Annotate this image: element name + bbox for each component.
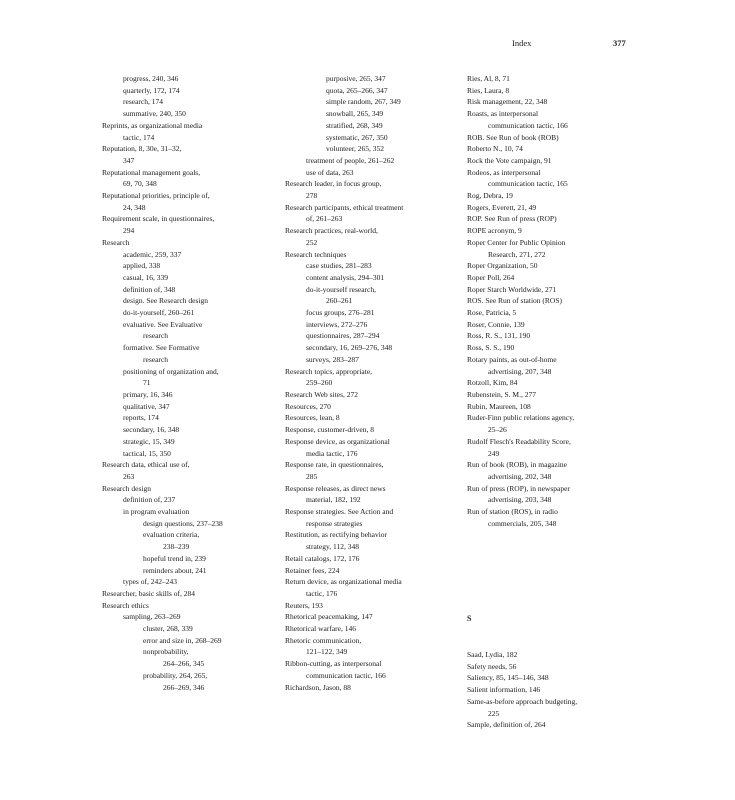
index-subentry: snowball, 265, 349	[326, 109, 384, 119]
index-subentry: advertising, 207, 348	[488, 366, 552, 376]
index-subentry: strategy, 112, 348	[306, 542, 359, 552]
index-subentry: 238–239	[163, 542, 190, 552]
index-entry: Same-as-before approach budgeting,	[467, 696, 578, 706]
index-subentry: applied, 338	[123, 261, 161, 271]
index-entry: Resources, 270	[285, 401, 331, 411]
index-subentry: 24, 348	[123, 202, 146, 212]
index-entry: Reputational management goals,	[102, 167, 201, 177]
index-entry: Reuters, 193	[285, 600, 323, 610]
index-subentry: simple random, 267, 349	[326, 97, 401, 107]
index-entry: Rudolf Flesch's Readability Score,	[467, 436, 571, 446]
index-subentry: material, 182, 192	[306, 495, 361, 505]
index-entry: Roberto N., 10, 74	[467, 144, 523, 154]
index-entry: Research participants, ethical treatment	[285, 202, 404, 212]
running-header	[0, 36, 735, 50]
index-entry: Run of book (ROB), in magazine	[467, 460, 567, 470]
index-entry: Run of station (ROS), in radio	[467, 507, 558, 517]
index-subentry: commercials, 205, 348	[488, 518, 557, 528]
index-subentry: quota, 265–266, 347	[326, 85, 388, 95]
index-subentry: content analysis, 294–301	[306, 272, 385, 282]
index-subentry: evaluative. See Evaluative	[123, 319, 203, 329]
index-entry: Reputational priorities, principle of,	[102, 191, 210, 201]
index-subentry: formative. See Formative	[123, 343, 200, 353]
index-subentry: tactic, 176	[306, 588, 338, 598]
index-subentry: volunteer, 265, 352	[326, 144, 385, 154]
index-entry: Ross, S. S., 190	[467, 343, 515, 353]
index-entry: Response strategies. See Action and	[285, 507, 394, 517]
index-subentry: cluster, 268, 339	[143, 624, 193, 634]
index-entry: Rock the Vote campaign, 91	[467, 155, 552, 165]
index-subentry: reports, 174	[123, 413, 159, 423]
index-entry: Research Web sites, 272	[285, 389, 358, 399]
index-subentry: tactical, 15, 350	[123, 448, 171, 458]
index-subentry: hopeful trend in, 239	[143, 553, 206, 563]
index-entry: Ross, R. S., 131, 190	[467, 331, 531, 341]
index-subentry: secondary, 16, 269–276, 348	[306, 343, 393, 353]
index-column-2	[285, 73, 463, 693]
index-entry: Research leader, in focus group,	[285, 179, 382, 189]
index-subentry: probability, 264, 265,	[143, 670, 208, 680]
index-entry: Rogers, Everett, 21, 49	[467, 202, 537, 212]
index-subentry: 266–269, 346	[163, 682, 205, 692]
index-entry: Safety needs, 56	[467, 661, 517, 671]
index-entry: Response, customer-driven, 8	[285, 425, 374, 435]
index-subentry: 249	[488, 448, 500, 458]
index-entry: Rubenstein, S. M., 277	[467, 389, 536, 399]
index-subentry: tactic, 174	[123, 132, 155, 142]
index-entry: Rotary paints, as out-of-home	[467, 354, 557, 364]
index-subentry: of, 261–263	[306, 214, 343, 224]
index-subentry: 263	[123, 471, 135, 481]
index-entry: Run of press (ROP), in newspaper	[467, 483, 570, 493]
index-subentry: purposive, 265, 347	[326, 74, 386, 83]
index-subentry: definition of, 237	[123, 495, 176, 505]
index-subentry: 259–260	[306, 378, 333, 388]
index-subentry: secondary, 16, 348	[123, 425, 180, 435]
index-entry: Rubin, Maureen, 108	[467, 401, 531, 411]
index-subentry: nonprobability,	[143, 647, 189, 657]
index-subentry: sampling, 263–269	[123, 612, 181, 622]
index-entry: Roasts, as interpersonal	[467, 109, 539, 119]
index-subentry: communication tactic, 165	[488, 179, 568, 189]
index-entry: Roper Center for Public Opinion	[467, 237, 566, 247]
index-subentry: treatment of people, 261–262	[306, 155, 395, 165]
index-entry: Ribbon-cutting, as interpersonal	[285, 659, 382, 669]
index-subentry: Research, 271, 272	[488, 249, 546, 259]
index-subentry: evaluation criteria,	[143, 530, 200, 540]
index-entry: Ruder-Finn public relations agency,	[467, 413, 575, 423]
index-entry: Rhetorical warfare, 146	[285, 624, 357, 634]
index-subentry: casual, 16, 339	[123, 272, 168, 282]
index-entry: Rodeos, as interpersonal	[467, 167, 541, 177]
index-entry: Roper Starch Worldwide, 271	[467, 284, 557, 294]
index-subentry: 294	[123, 226, 135, 236]
index-subentry: systematic, 267, 350	[326, 132, 388, 142]
index-subentry: research, 174	[123, 97, 163, 107]
index-entry: Rhetorical peacemaking, 147	[285, 612, 373, 622]
index-entry: Rhetoric communication,	[285, 635, 362, 645]
index-subentry: academic, 259, 337	[123, 249, 182, 259]
index-subentry: 264–266, 345	[163, 659, 205, 669]
index-entry: Restitution, as rectifying behavior	[285, 530, 388, 540]
index-entry: Roser, Connie, 139	[467, 319, 525, 329]
index-subentry: in program evaluation	[123, 507, 190, 517]
index-subentry: 347	[123, 155, 135, 165]
index-entry: Reputation, 8, 30e, 31–32,	[102, 144, 182, 154]
index-subentry: use of data, 263	[306, 167, 354, 177]
index-subentry: 25–26	[488, 425, 507, 435]
index-entry: Richardson, Jason, 88	[285, 682, 351, 692]
index-entry: Retainer fees, 224	[285, 565, 340, 575]
index-subentry: 252	[306, 237, 318, 247]
index-subentry: do-it-yourself, 260–261	[123, 308, 195, 318]
index-entry: Research topics, appropriate,	[285, 366, 373, 376]
index-subentry: 121–122, 349	[306, 647, 348, 657]
index-subentry: primary, 16, 346	[123, 389, 173, 399]
index-entry: Response releases, as direct news	[285, 483, 386, 493]
index-subentry: questionnaires, 287–294	[306, 331, 380, 341]
index-subentry: communication tactic, 166	[306, 670, 386, 680]
index-entry: Research	[102, 237, 130, 247]
index-subentry: media tactic, 176	[306, 448, 358, 458]
page-number: 377	[613, 38, 626, 48]
index-entry: Salient information, 146	[467, 685, 541, 695]
index-subentry: 260–261	[326, 296, 353, 306]
index-entry: Saliency, 85, 145–146, 348	[467, 673, 549, 683]
index-subentry: 278	[306, 191, 318, 201]
index-subentry: stratified, 268, 349	[326, 120, 383, 130]
index-entry: Researcher, basic skills of, 284	[102, 588, 196, 598]
index-entry: Research design	[102, 483, 151, 493]
index-column-1	[102, 73, 280, 693]
index-entry: Research data, ethical use of,	[102, 460, 190, 470]
index-entry: Research techniques	[285, 249, 347, 259]
index-subentry: advertising, 203, 348	[488, 495, 552, 505]
index-entry: Requirement scale, in questionnaires,	[102, 214, 215, 224]
section-letter-s: S	[467, 614, 472, 623]
index-entry: Rotzoll, Kim, 84	[467, 378, 518, 388]
index-entry: Resources, lean, 8	[285, 413, 340, 423]
index-subentry: positioning of organization and,	[123, 366, 219, 376]
index-entry: ROP. See Run of press (ROP)	[467, 214, 557, 224]
index-subentry: strategic, 15, 349	[123, 436, 175, 446]
index-entry: Ries, Laura, 8	[467, 85, 510, 95]
index-entry: ROS. See Run of station (ROS)	[467, 296, 563, 306]
index-entry: Response rate, in questionnaires,	[285, 460, 384, 470]
index-subentry: interviews, 272–276	[306, 319, 368, 329]
index-subentry: summative, 240, 350	[123, 109, 186, 119]
index-subentry: design questions, 237–238	[143, 518, 223, 528]
index-entry: ROB. See Run of book (ROB)	[467, 132, 559, 142]
index-entry: Rog, Debra, 19	[467, 191, 513, 201]
index-entry: Research ethics	[102, 600, 149, 610]
index-entry: Rose, Patricia, 5	[467, 308, 517, 318]
index-subentry: 71	[143, 378, 151, 388]
index-entry: Roper Poll, 264	[467, 272, 515, 282]
index-entry: Sample, definition of, 264	[467, 720, 546, 730]
index-entry: ROPE acronym, 9	[467, 226, 522, 236]
index-subentry: research	[143, 354, 168, 364]
index-entry: Reprints, as organizational media	[102, 120, 203, 130]
index-subentry: 225	[488, 708, 500, 718]
index-subentry: 69, 70, 348	[123, 179, 157, 189]
index-entry: Saad, Lydia, 182	[467, 650, 518, 659]
index-subentry: case studies, 281–283	[306, 261, 372, 271]
index-subentry: design. See Research design	[123, 296, 208, 306]
index-entry: Research practices, real-world,	[285, 226, 378, 236]
index-entry: Return device, as organizational media	[285, 577, 402, 587]
index-subentry: do-it-yourself research,	[306, 284, 376, 294]
index-entry: Risk management, 22, 348	[467, 97, 548, 107]
index-column-3	[467, 73, 645, 529]
index-subentry: response strategies	[306, 518, 363, 528]
index-subentry: research	[143, 331, 168, 341]
index-entry: Retail catalogs, 172, 176	[285, 553, 360, 563]
index-subentry: quarterly, 172, 174	[123, 85, 180, 95]
index-subentry: focus groups, 276–281	[306, 308, 375, 318]
index-subentry: communication tactic, 166	[488, 120, 568, 130]
index-subentry: advertising, 202, 348	[488, 471, 552, 481]
index-entry: Roper Organization, 50	[467, 261, 538, 271]
index-subentry: progress, 240, 346	[123, 74, 179, 83]
index-subentry: types of, 242–243	[123, 577, 177, 587]
index-subentry: qualitative, 347	[123, 401, 170, 411]
index-subentry: 285	[306, 471, 318, 481]
index-entry: Ries, Al, 8, 71	[467, 74, 510, 83]
index-subentry: error and size in, 268–269	[143, 635, 222, 645]
index-subentry: surveys, 283–287	[306, 354, 359, 364]
index-subentry: definition of, 348	[123, 284, 176, 294]
index-subentry: reminders about, 241	[143, 565, 207, 575]
index-column-3-section-s	[467, 649, 645, 731]
index-entry: Response device, as organizational	[285, 436, 390, 446]
running-title: Index	[512, 38, 532, 48]
